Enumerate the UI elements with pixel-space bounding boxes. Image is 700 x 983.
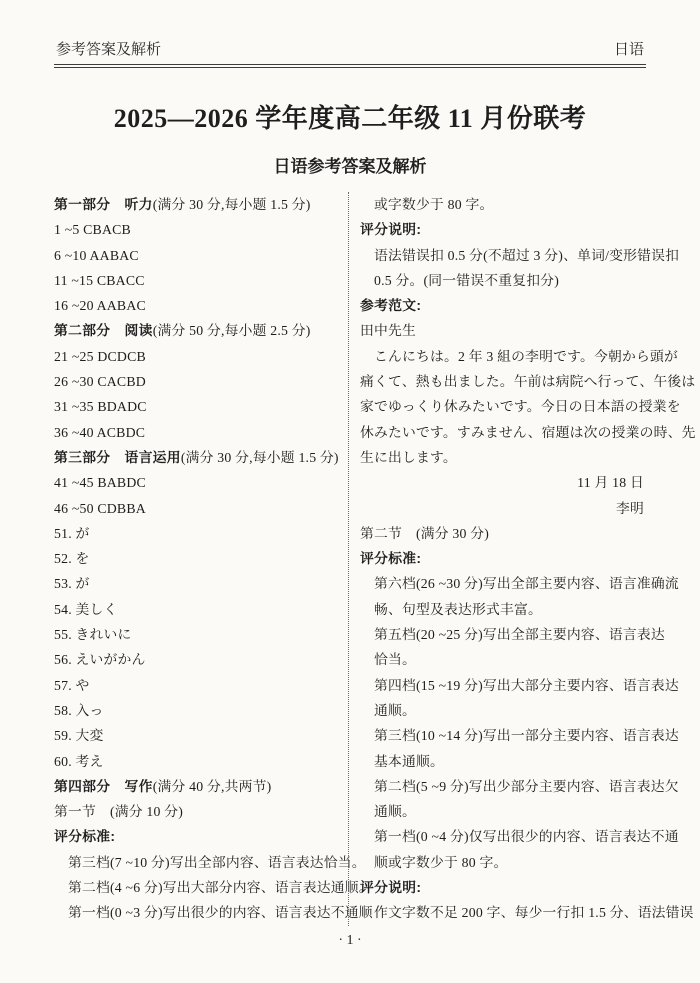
text-line-segment: 畅、句型及表达形式丰富。 — [374, 601, 542, 617]
running-header-left: 参考答案及解析 — [56, 42, 162, 58]
text-line-segment: 作文字数不足 200 字、每少一行扣 1.5 分、语法错误 — [374, 905, 694, 921]
text-line-segment: 58. 入っ — [54, 702, 104, 718]
text-line-segment: 李明 — [616, 500, 644, 516]
text-line-segment: 21 ~25 DCDCB — [54, 348, 146, 364]
text-line-segment: 第二节 (满分 30 分) — [360, 525, 490, 541]
text-line — [360, 420, 696, 445]
text-line-segment: (满分 30 分,每小题 1.5 分) — [180, 449, 339, 465]
text-line — [54, 369, 340, 394]
text-line — [54, 698, 340, 723]
text-line-segment: 第三档(10 ~14 分)写出一部分主要内容、语言表达 — [374, 728, 679, 744]
text-line — [360, 445, 646, 470]
text-line — [54, 394, 340, 419]
text-line-segment: 基本通顺。 — [374, 753, 444, 769]
text-line — [360, 774, 679, 799]
text-line — [360, 293, 646, 318]
text-line-segment: 第一节 (满分 10 分) — [54, 804, 184, 820]
text-line — [54, 344, 340, 369]
text-line — [54, 900, 373, 925]
page-number: · 1 · — [338, 932, 362, 948]
text-line — [360, 900, 694, 925]
text-line — [54, 723, 340, 748]
text-line-segment: 或字数少于 80 字。 — [374, 197, 494, 212]
right-column — [348, 192, 696, 926]
text-line — [360, 698, 646, 723]
text-line — [360, 344, 678, 369]
text-line — [360, 723, 679, 748]
text-line-segment: 59. 大変 — [54, 728, 104, 744]
text-line — [360, 243, 680, 268]
text-line-segment: 第二档(5 ~9 分)写出少部分主要内容、语言表达欠 — [374, 778, 679, 794]
text-line-segment: 第一档(0 ~3 分)写出很少的内容、语言表达不通顺 — [68, 905, 373, 921]
text-line-segment: 语法错误扣 0.5 分(不超过 3 分)、单词/变形错误扣 — [374, 247, 680, 263]
text-line-segment: 46 ~50 CDBBA — [54, 500, 146, 516]
text-line-segment: 52. を — [54, 551, 90, 567]
text-line-bold-segment: 评分标准: — [54, 829, 116, 845]
text-line-segment: 26 ~30 CACBD — [54, 374, 146, 390]
two-column-body — [54, 192, 696, 926]
text-line — [360, 824, 679, 849]
text-line-segment: 恰当。 — [374, 652, 416, 668]
left-column — [54, 192, 373, 926]
text-line-segment: 痛くて、熱も出ました。午前は病院へ行って、午後は — [360, 374, 696, 390]
text-line-bold-segment: 第一部分 听力 — [54, 197, 153, 212]
text-line-segment: 顺或字数少于 80 字。 — [374, 854, 508, 870]
text-line — [54, 850, 366, 875]
text-line — [54, 622, 340, 647]
text-line-segment: 田中先生 — [360, 323, 416, 339]
text-line-segment: 0.5 分。(同一错误不重复扣分) — [374, 272, 560, 288]
text-line — [360, 875, 646, 900]
running-header-right: 日语 — [613, 42, 644, 58]
text-line — [54, 521, 340, 546]
text-line — [54, 673, 340, 698]
text-line — [360, 749, 646, 774]
text-line-segment: 第二档(4 ~6 分)写出大部分内容、语言表达通顺。 — [68, 880, 373, 896]
text-line-segment: 57. や — [54, 677, 90, 693]
text-line-segment: 60. 考え — [54, 753, 104, 769]
text-line — [54, 217, 340, 242]
text-line — [360, 318, 646, 343]
text-line-segment: 第四档(15 ~19 分)写出大部分主要内容、语言表达 — [374, 677, 679, 693]
text-line — [360, 546, 646, 571]
text-line-segment: (满分 40 分,共两节) — [152, 778, 272, 794]
text-line-segment: 通顺。 — [374, 804, 416, 820]
text-line-segment: 31 ~35 BDADC — [54, 399, 147, 415]
text-line-segment: 56. えいがかん — [54, 652, 146, 668]
text-line — [360, 470, 646, 495]
text-line — [54, 192, 340, 217]
text-line — [360, 369, 696, 394]
text-line — [54, 470, 340, 495]
text-line — [54, 445, 340, 470]
text-line — [360, 647, 646, 672]
page-title: 2025—2026 学年度高二年级 11 月份联考 — [113, 104, 587, 133]
text-line-bold-segment: 评分说明: — [360, 222, 422, 238]
text-line — [54, 824, 340, 849]
text-line — [54, 546, 340, 571]
text-line-segment: 6 ~10 AABAC — [54, 247, 139, 263]
text-line — [360, 799, 646, 824]
text-line-bold-segment: 第三部分 语言运用 — [54, 449, 181, 465]
text-line-segment: こんにちは。2 年 3 組の李明です。今朝から頭が — [374, 348, 678, 364]
text-line-segment: 41 ~45 BABDC — [54, 475, 146, 491]
text-line-segment: 55. きれいに — [54, 627, 132, 643]
running-header — [54, 38, 646, 59]
text-line-segment: 第五档(20 ~25 分)写出全部主要内容、语言表达 — [374, 627, 665, 643]
text-line-segment: 家でゆっくり休みたいです。今日の日本語の授業を — [360, 399, 681, 415]
text-line-bold-segment: 第二部分 阅读 — [54, 323, 153, 339]
text-line — [54, 597, 340, 622]
text-line-segment: 53. が — [54, 576, 90, 592]
text-line — [54, 268, 340, 293]
text-line-segment: 第三档(7 ~10 分)写出全部内容、语言表达恰当。 — [68, 854, 366, 870]
text-line — [54, 799, 340, 824]
text-line-bold-segment: 第四部分 写作 — [54, 778, 153, 794]
text-line — [360, 217, 646, 242]
text-line-segment: 11 月 18 日 — [577, 475, 644, 491]
text-line — [360, 571, 679, 596]
text-line-segment: 54. 美しく — [54, 601, 118, 617]
text-line-segment: (满分 50 分,每小题 2.5 分) — [152, 323, 311, 339]
text-line-segment: 第一档(0 ~4 分)仅写出很少的内容、语言表达不通 — [374, 829, 679, 845]
text-line — [54, 496, 340, 521]
text-line-segment: 休みたいです。すみません、宿題は次の授業の時、先 — [360, 424, 696, 440]
text-line — [54, 875, 373, 900]
text-line — [54, 318, 340, 343]
text-line — [54, 293, 340, 318]
text-line-segment: (满分 30 分,每小题 1.5 分) — [152, 197, 311, 212]
text-line-segment: 通顺。 — [374, 702, 416, 718]
text-line — [54, 749, 340, 774]
header-double-rule — [54, 64, 646, 68]
page-subtitle: 日语参考答案及解析 — [273, 157, 427, 176]
text-line-segment: 11 ~15 CBACC — [54, 272, 145, 288]
text-line-segment: 51. が — [54, 525, 90, 541]
text-line — [360, 850, 646, 875]
text-line-segment: 第六档(26 ~30 分)写出全部主要内容、语言准确流 — [374, 576, 679, 592]
text-line — [360, 394, 681, 419]
text-line — [360, 496, 646, 521]
text-line — [54, 243, 340, 268]
text-line — [360, 673, 679, 698]
text-line — [360, 622, 665, 647]
text-line — [360, 192, 646, 217]
text-line-segment: 36 ~40 ACBDC — [54, 424, 146, 440]
text-line — [360, 521, 646, 546]
text-line — [54, 571, 340, 596]
text-line — [54, 774, 340, 799]
text-line-bold-segment: 评分标准: — [360, 551, 422, 567]
text-line-segment: 1 ~5 CBACB — [54, 222, 131, 238]
text-line — [360, 268, 646, 293]
text-line — [360, 597, 646, 622]
text-line-bold-segment: 参考范文: — [360, 298, 422, 314]
text-line-segment: 生に出します。 — [360, 449, 457, 465]
text-line — [54, 420, 340, 445]
text-line — [54, 647, 340, 672]
text-line-segment: 16 ~20 AABAC — [54, 298, 146, 314]
text-line-bold-segment: 评分说明: — [360, 880, 422, 896]
